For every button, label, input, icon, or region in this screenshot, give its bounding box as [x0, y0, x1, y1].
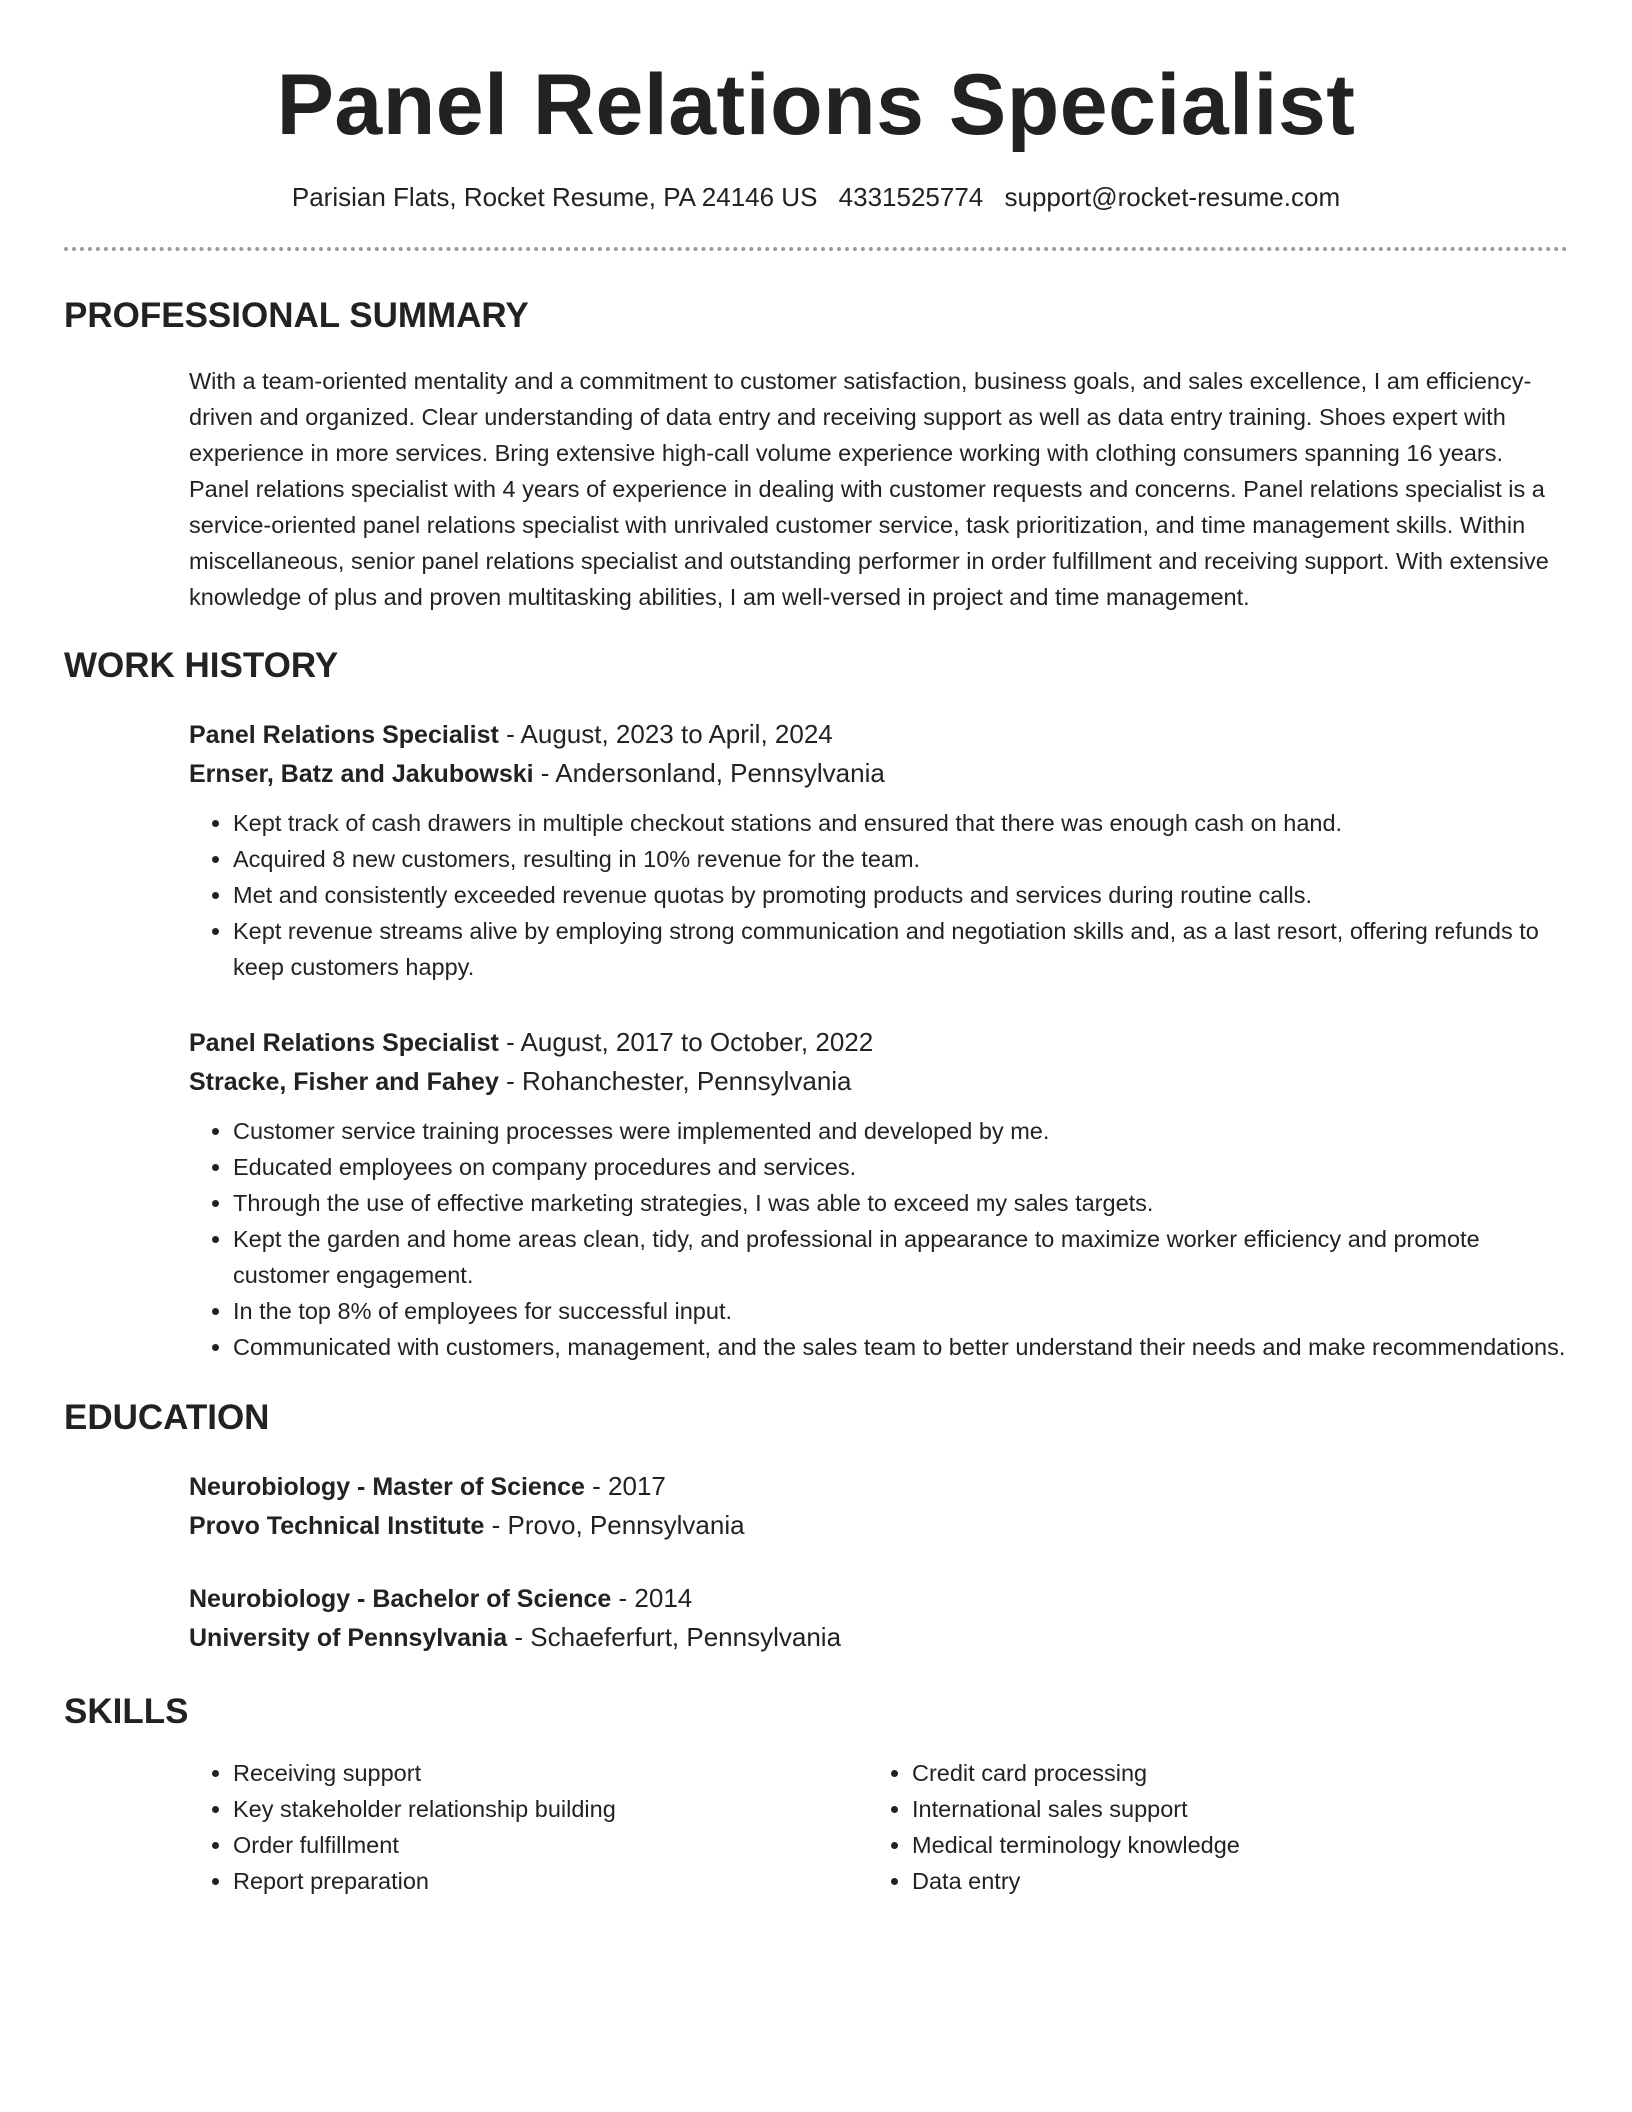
skill-item: • Key stakeholder relationship building — [233, 1791, 868, 1827]
education-degree-line — [189, 1579, 1568, 1618]
contact-phone: 4331525774 — [838, 182, 984, 212]
job-company: Stracke, Fisher and Fahey — [189, 1068, 499, 1097]
list-item: • Customer service training processes were implemented and developed by me. — [233, 1113, 1568, 1149]
education-location: - Provo, Pennsylvania — [484, 1510, 745, 1541]
job-dates: - August, 2017 to October, 2022 — [498, 1027, 874, 1058]
job-location: - Andersonland, Pennsylvania — [533, 758, 885, 789]
job-entry — [189, 1023, 1568, 1365]
skill-item: • Report preparation — [233, 1863, 868, 1899]
section-title-summary: PROFESSIONAL SUMMARY — [64, 296, 529, 336]
contact-address: Parisian Flats, Rocket Resume, PA 24146 US — [291, 182, 818, 212]
skills-column-left — [189, 1755, 868, 1899]
contact-email: support@rocket-resume.com — [1004, 182, 1341, 212]
education-school: Provo Technical Institute — [189, 1512, 485, 1541]
education-school-line — [189, 1506, 1568, 1545]
job-company-line — [189, 754, 1568, 793]
summary-text: With a team-oriented mentality and a commitment to customer satisfaction, business goals, and sales excellence, I am efficiency-driven and organized. Clear understanding of data entry and receiving support as well as data entry training. Shoes expert with experience in more services. Bring extensive high-call volume experience working with clothing consumers spanning 16 years. Panel relations specialist with 4 years of experience in dealing with customer requests and concerns. Panel relations specialist is a service-oriented panel relations specialist with unrivaled customer service, task prioritization, and time management skills. Within miscellaneous, senior panel relations specialist and outstanding performer in order fulfillment and receiving support. With extensive knowledge of plus and proven multitasking abilities, I am well-versed in project and time management. — [189, 368, 1549, 611]
job-role: Panel Relations Specialist — [189, 721, 499, 750]
list-item: • Kept the garden and home areas clean, tidy, and professional in appearance to maximize worker efficiency and promote customer engagement. — [233, 1221, 1568, 1293]
list-item: • Through the use of effective marketing strategies, I was able to exceed my sales targets. — [233, 1185, 1568, 1221]
section-title-education: EDUCATION — [64, 1398, 270, 1438]
education-entry — [189, 1467, 1568, 1545]
job-entry — [189, 715, 1568, 985]
education-entry — [189, 1579, 1568, 1657]
contact-line — [64, 182, 1568, 213]
section-title-skills: SKILLS — [64, 1692, 189, 1732]
skill-item: • Order fulfillment — [233, 1827, 868, 1863]
skill-item: • International sales support — [912, 1791, 1547, 1827]
header-divider — [64, 247, 1568, 251]
education-list — [189, 1467, 1568, 1657]
page-title: Panel Relations Specialist — [276, 57, 1356, 153]
skill-item: • Medical terminology knowledge — [912, 1827, 1547, 1863]
education-year: - 2017 — [584, 1471, 666, 1502]
job-bullets — [189, 805, 1568, 985]
skill-item: • Receiving support — [233, 1755, 868, 1791]
education-degree: Neurobiology - Bachelor of Science — [189, 1585, 612, 1614]
job-bullets — [189, 1113, 1568, 1365]
education-degree: Neurobiology - Master of Science — [189, 1473, 585, 1502]
education-degree-line — [189, 1467, 1568, 1506]
job-role-line — [189, 715, 1568, 754]
education-school: University of Pennsylvania — [189, 1624, 508, 1653]
list-item: • Kept revenue streams alive by employing strong communication and negotiation skills and, as a last resort, offering refunds to keep customers happy. — [233, 913, 1568, 985]
work-history — [189, 715, 1568, 1365]
job-location: - Rohanchester, Pennsylvania — [498, 1066, 852, 1097]
job-role-line — [189, 1023, 1568, 1062]
list-item: • Communicated with customers, management, and the sales team to better understand their needs and make recommendations. — [233, 1329, 1568, 1365]
list-item: • Acquired 8 new customers, resulting in 10% revenue for the team. — [233, 841, 1568, 877]
skill-item: • Credit card processing — [912, 1755, 1547, 1791]
education-school-line — [189, 1618, 1568, 1657]
job-dates: - August, 2023 to April, 2024 — [498, 719, 833, 750]
skill-item: • Data entry — [912, 1863, 1547, 1899]
list-item: • Educated employees on company procedures and services. — [233, 1149, 1568, 1185]
skills-list — [189, 1755, 1568, 1899]
list-item: • Met and consistently exceeded revenue quotas by promoting products and services during routine calls. — [233, 877, 1568, 913]
education-year: - 2014 — [611, 1583, 693, 1614]
section-title-work: WORK HISTORY — [64, 646, 339, 686]
job-role: Panel Relations Specialist — [189, 1029, 499, 1058]
job-company-line — [189, 1062, 1568, 1101]
list-item: • Kept track of cash drawers in multiple checkout stations and ensured that there was enough cash on hand. — [233, 805, 1568, 841]
job-company: Ernser, Batz and Jakubowski — [189, 760, 534, 789]
education-location: - Schaeferfurt, Pennsylvania — [507, 1622, 842, 1653]
skills-column-right — [868, 1755, 1547, 1899]
list-item: • In the top 8% of employees for successful input. — [233, 1293, 1568, 1329]
